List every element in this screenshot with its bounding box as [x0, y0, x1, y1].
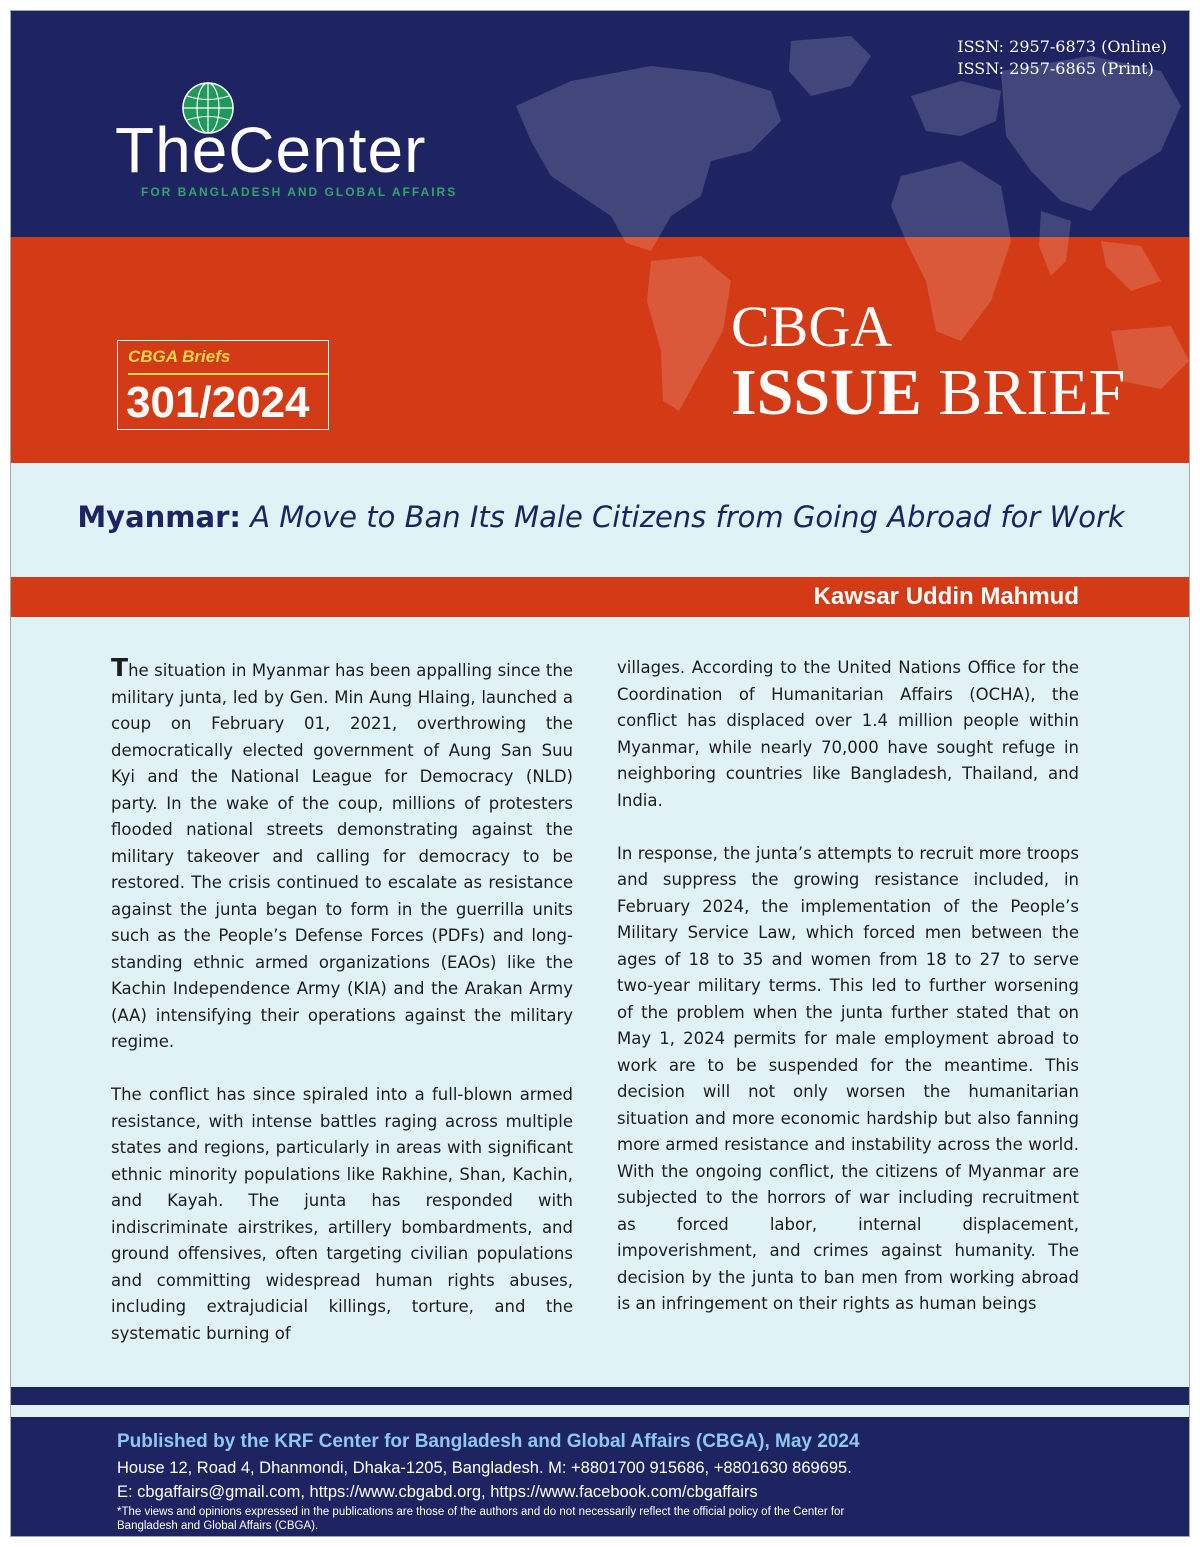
cbga-heading: CBGA: [731, 294, 893, 359]
title-lead: Myanmar:: [77, 500, 241, 534]
logo-subtitle: FOR BANGLADESH AND GLOBAL AFFAIRS: [141, 185, 458, 199]
footer-contact: E: cbgaffairs@gmail.com, https://www.cbgabd.org, https://www.facebook.com/cbgaffairs: [117, 1483, 758, 1501]
footer: [11, 1387, 1190, 1537]
issn-online: ISSN: 2957-6873 (Online): [957, 37, 1167, 56]
issue-word: ISSUE: [731, 356, 922, 429]
brief-divider: [128, 373, 328, 375]
author-band: [11, 577, 1190, 617]
brief-number: 301/2024: [126, 378, 310, 427]
author-name: Kawsar Uddin Mahmud: [813, 583, 1079, 610]
left-column: [111, 655, 573, 1374]
page-frame: [10, 10, 1190, 1537]
logo-title: TheCenter: [115, 114, 427, 186]
issn-print: ISSN: 2957-6865 (Print): [957, 59, 1154, 78]
footer-address: House 12, Road 4, Dhanmondi, Dhaka-1205, Bangladesh. M: +8801700 915686, +8801630 869695.: [117, 1459, 852, 1477]
paragraph-text: he situation in Myanmar has been appalling since the military junta, led by Gen. Min Aung Hlaing, launched a coup on February 01, 2021, overthrowing the democratically elected government of Aung San Suu Kyi and the National League for Democracy (NLD) party. In the wake of the coup, millions of protesters flooded national streets demonstrating against the military takeover and calling for democracy to be restored. The crisis continued to escalate as resistance against the junta began to form in the guerrilla units such as the People’s Defense Forces (PDFs) and long-standing ethnic armed organizations (EAOs) like the Kachin Independence Army (KIA) and the Arakan Army (AA) intensifying their operations against the military regime.: [111, 661, 573, 1051]
brief-label: CBGA Briefs: [128, 347, 231, 366]
issn-block: [957, 36, 1167, 80]
paragraph: [111, 655, 573, 1056]
issue-brief-heading: [731, 357, 1125, 429]
brief-number-box: [117, 340, 329, 430]
footer-disclaimer: *The views and opinions expressed in the publications are those of the authors and do not necessarily reflect the official policy of the Center for Bangladesh and Global Affairs (CBGA).: [117, 1506, 845, 1532]
right-column: [617, 655, 1079, 1344]
paragraph: The conflict has since spiraled into a full-blown armed resistance, with intense battles raging across multiple states and regions, particularly in areas with significant ethnic minority populations like Rakhine, Shan, Kachin, and Kayah. The junta has responded with indiscriminate airstrikes, artillery bombardments, and ground offensives, often targeting civilian populations and committing widespread human rights abuses, including extrajudicial killings, torture, and the systematic burning of: [111, 1085, 573, 1343]
drop-cap: T: [111, 653, 129, 682]
paragraph: villages. According to the United Nations Office for the Coordination of Humanitarian Affairs (OCHA), the conflict has displaced over 1.4 million people within Myanmar, while nearly 70,000 have sought refuge in neighboring countries like Bangladesh, Thailand, and India.: [617, 658, 1079, 810]
paragraph: In response, the junta’s attempts to recruit more troops and suppress the growing resistance included, in February 2024, the implementation of the People’s Military Service Law, which forced men between the ages of 18 to 35 and women from 18 to 27 to serve two-year military terms. This led to further worsening of the problem when the junta further stated that on May 1, 2024 permits for male employment abroad to work are to be suspended for the meantime. This decision will not only worsen the humanitarian situation and more economic hardship but also fanning more armed resistance and instability across the world. With the ongoing conflict, the citizens of Myanmar are subjected to the horrors of war including recruitment as forced labor, internal displacement, impoverishment, and crimes against humanity. The decision by the junta to ban men from working abroad is an infringement on their rights as human beings: [617, 843, 1079, 1313]
footer-published: Published by the KRF Center for Bangladesh and Global Affairs (CBGA), May 2024: [117, 1431, 860, 1452]
footer-divider: [11, 1405, 1190, 1417]
brief-word: BRIEF: [938, 356, 1126, 429]
title-rest: A Move to Ban Its Male Citizens from Going Abroad for Work: [250, 500, 1125, 534]
article-title: [11, 497, 1190, 537]
